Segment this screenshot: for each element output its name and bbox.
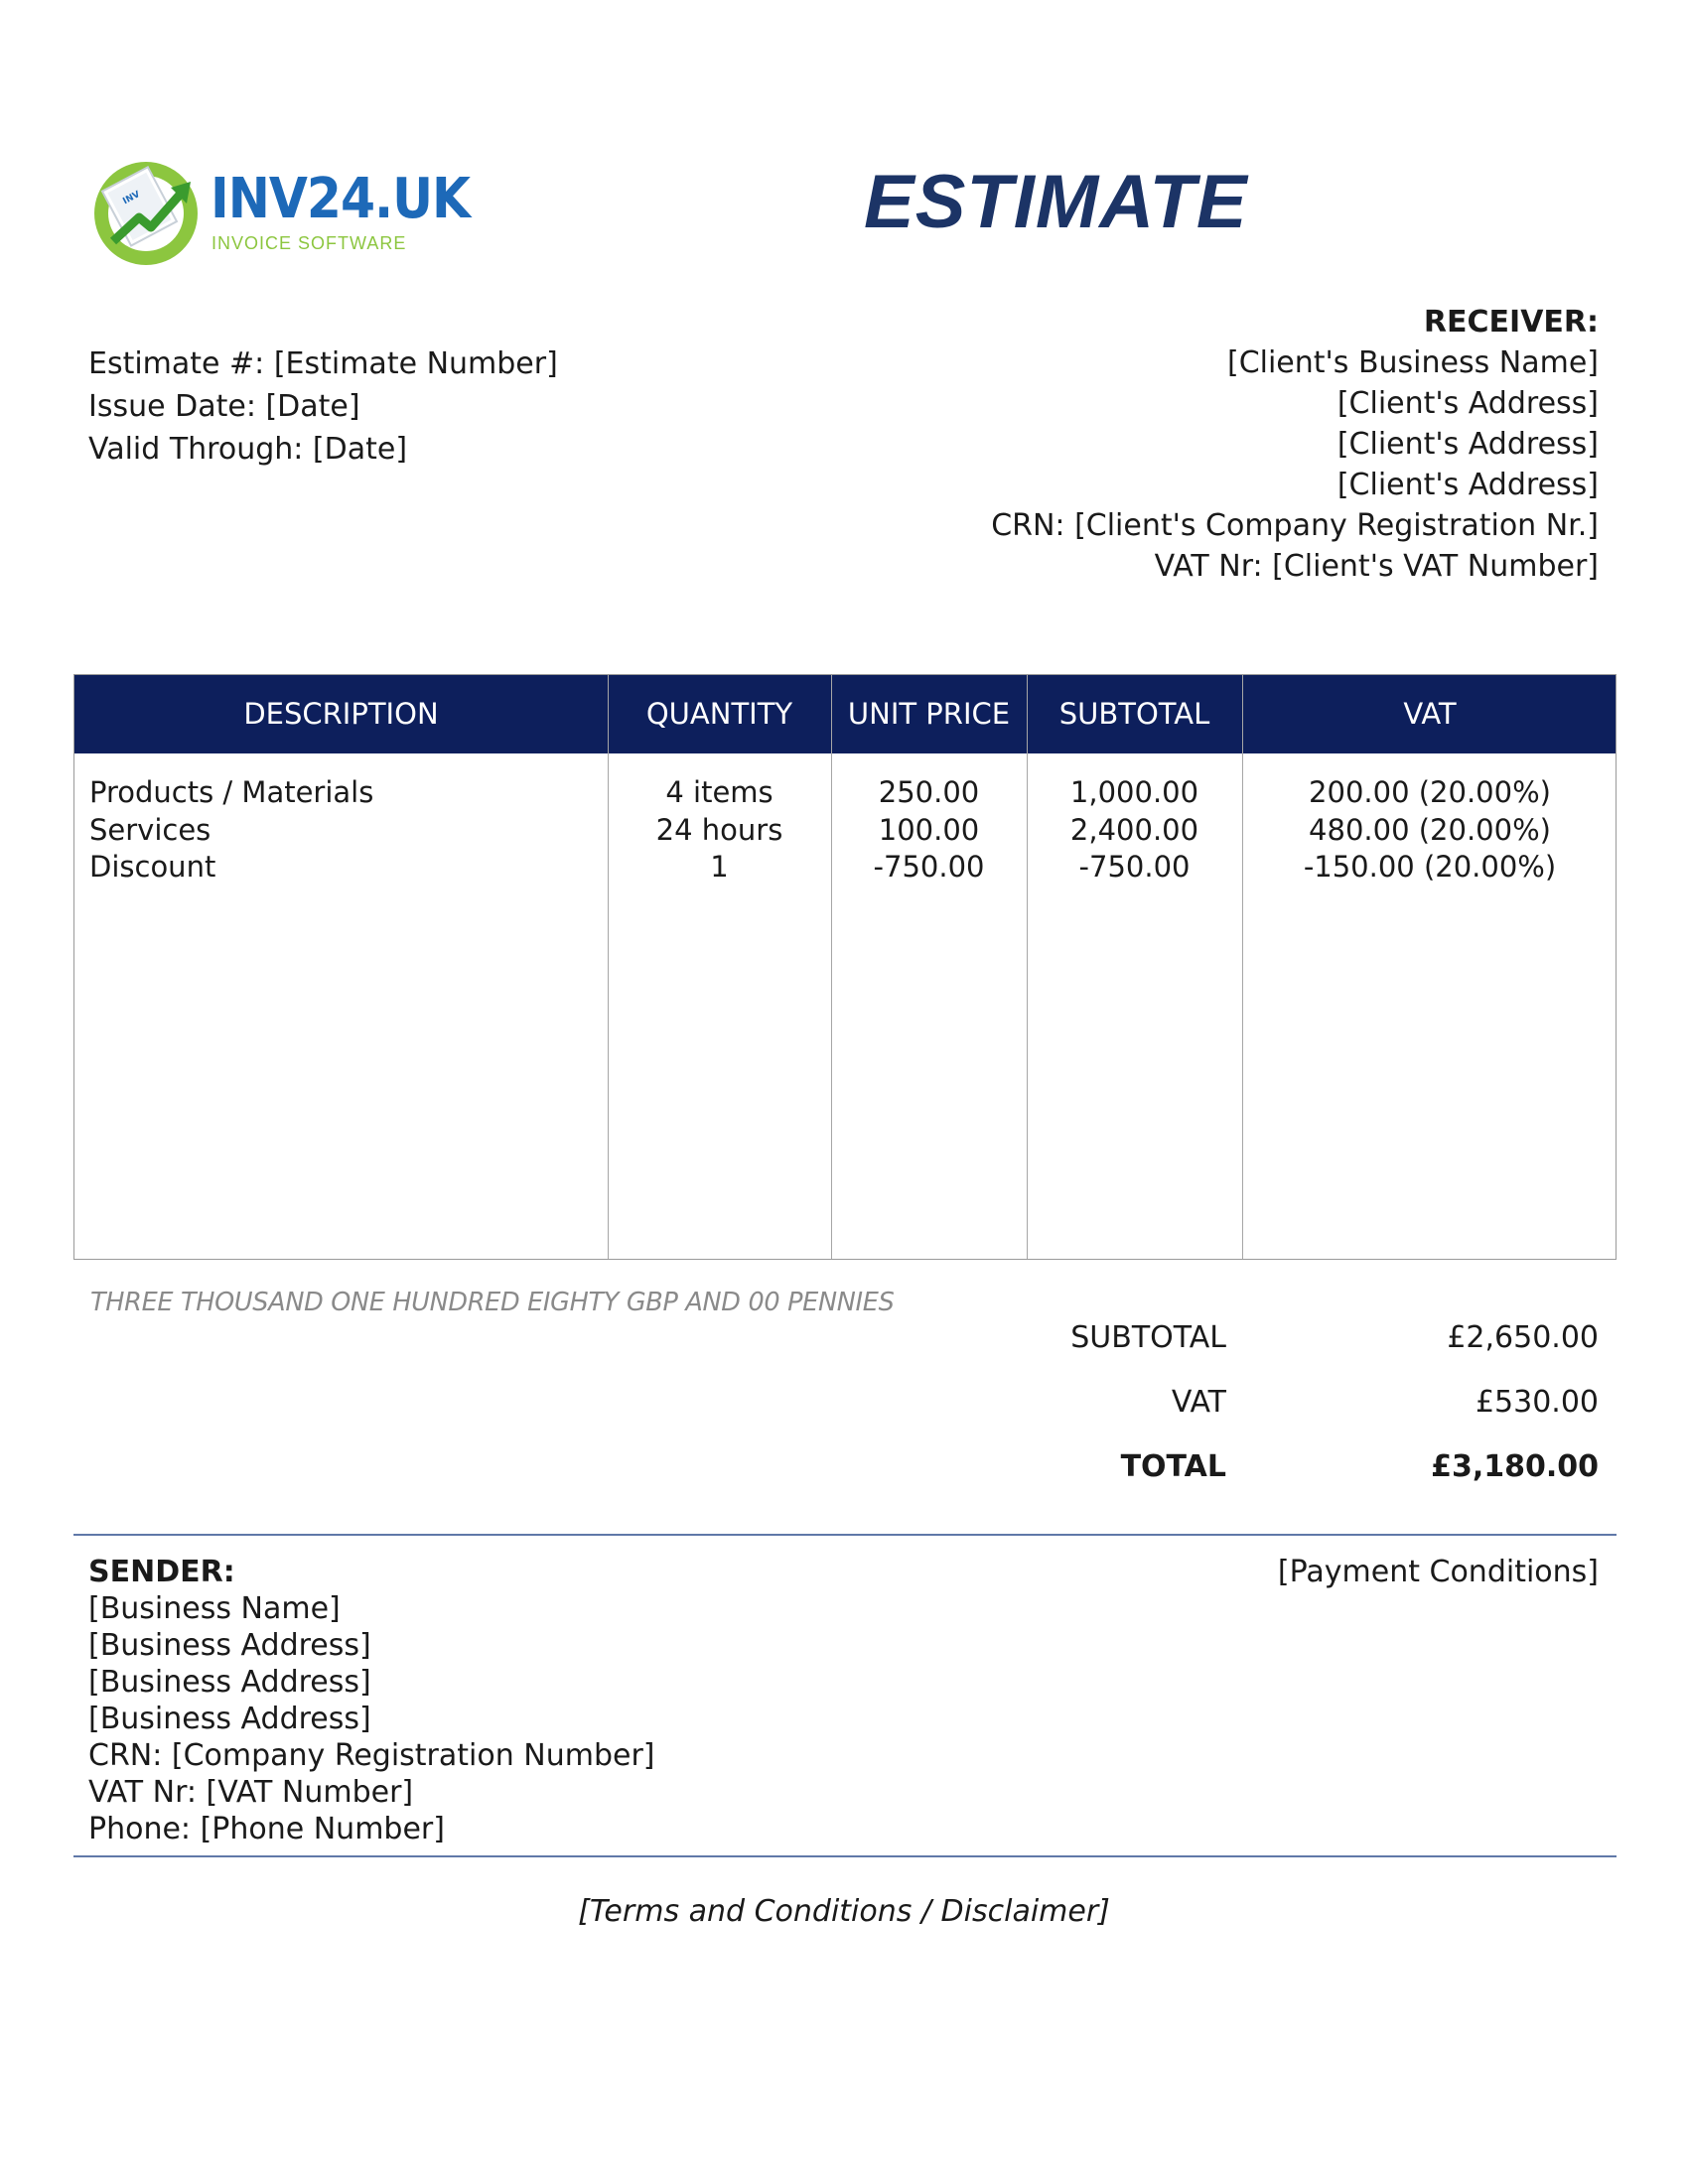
sender-block xyxy=(88,1554,655,1847)
line-items-table xyxy=(73,674,1617,1260)
column-header-quantity: QUANTITY xyxy=(645,697,793,731)
estimate-meta xyxy=(88,342,558,471)
receiver-address-line: [Client's Address] xyxy=(1336,386,1599,421)
sender-heading: SENDER: xyxy=(88,1555,235,1589)
row-subtotal: -750.00 xyxy=(1078,850,1191,884)
total-label: TOTAL xyxy=(1120,1449,1226,1484)
company-logo xyxy=(91,154,471,268)
column-header-unit-price: UNIT PRICE xyxy=(847,697,1011,731)
subtotal-value: £2,650.00 xyxy=(1447,1320,1599,1355)
logo-badge-text: INV xyxy=(121,190,142,207)
vat-value: £530.00 xyxy=(1475,1385,1599,1420)
row-unit-price: -750.00 xyxy=(873,850,985,884)
total-value: £3,180.00 xyxy=(1431,1449,1599,1484)
receiver-block xyxy=(991,302,1599,587)
row-description: Products / Materials xyxy=(89,775,374,809)
vat-column xyxy=(1242,774,1618,887)
section-divider xyxy=(73,1534,1617,1536)
row-vat: 480.00 (20.00%) xyxy=(1309,812,1551,847)
row-description: Services xyxy=(89,812,211,847)
vat-label: VAT xyxy=(1171,1385,1226,1420)
receiver-vat-number: VAT Nr: [Client's VAT Number] xyxy=(1154,549,1599,584)
row-subtotal: 1,000.00 xyxy=(1069,775,1199,809)
logo-subtitle: INVOICE SOFTWARE xyxy=(211,233,407,253)
row-unit-price: 250.00 xyxy=(878,775,980,809)
section-divider xyxy=(73,1855,1617,1857)
sender-address-line: [Business Address] xyxy=(88,1702,371,1736)
sender-address-line: [Business Address] xyxy=(88,1628,371,1663)
sender-crn: CRN: [Company Registration Number] xyxy=(88,1738,655,1773)
column-header-subtotal: SUBTOTAL xyxy=(1058,697,1210,731)
document-title: ESTIMATE xyxy=(864,160,1248,244)
receiver-heading: RECEIVER: xyxy=(1423,305,1599,340)
row-quantity: 4 items xyxy=(665,775,774,809)
terms-and-conditions: [Terms and Conditions / Disclaimer] xyxy=(578,1894,1110,1929)
amount-in-words: THREE THOUSAND ONE HUNDRED EIGHTY GBP AND 00 PENNIES xyxy=(90,1288,895,1317)
valid-through: Valid Through: [Date] xyxy=(88,432,408,467)
sender-vat-number: VAT Nr: [VAT Number] xyxy=(88,1775,414,1810)
payment-conditions: [Payment Conditions] xyxy=(1277,1555,1599,1589)
row-subtotal: 2,400.00 xyxy=(1069,812,1199,847)
unit-price-column xyxy=(831,774,1027,887)
sender-phone: Phone: [Phone Number] xyxy=(88,1812,445,1846)
row-vat: -150.00 (20.00%) xyxy=(1303,850,1557,884)
quantity-column xyxy=(608,774,831,887)
logo-text: INV24.UK xyxy=(211,167,471,231)
column-header-vat: VAT xyxy=(1403,697,1457,731)
sender-business-name: [Business Name] xyxy=(88,1591,341,1626)
logo-emblem-icon xyxy=(91,154,203,268)
column-divider xyxy=(1242,675,1243,1259)
column-divider xyxy=(1027,675,1028,1259)
estimate-number: Estimate #: [Estimate Number] xyxy=(88,346,558,381)
description-column xyxy=(89,774,373,887)
subtotal-label: SUBTOTAL xyxy=(1070,1320,1226,1355)
subtotal-column xyxy=(1027,774,1242,887)
receiver-address-line: [Client's Address] xyxy=(1336,468,1599,502)
issue-date: Issue Date: [Date] xyxy=(88,389,360,424)
receiver-address-line: [Client's Address] xyxy=(1336,427,1599,462)
row-description: Discount xyxy=(89,850,216,884)
row-unit-price: 100.00 xyxy=(878,812,980,847)
receiver-business-name: [Client's Business Name] xyxy=(1226,345,1599,380)
receiver-crn: CRN: [Client's Company Registration Nr.] xyxy=(991,508,1599,543)
row-quantity: 24 hours xyxy=(655,812,783,847)
row-vat: 200.00 (20.00%) xyxy=(1309,775,1551,809)
column-header-description: DESCRIPTION xyxy=(243,697,439,731)
column-divider xyxy=(831,675,832,1259)
column-divider xyxy=(608,675,609,1259)
sender-address-line: [Business Address] xyxy=(88,1665,371,1700)
row-quantity: 1 xyxy=(710,850,729,884)
